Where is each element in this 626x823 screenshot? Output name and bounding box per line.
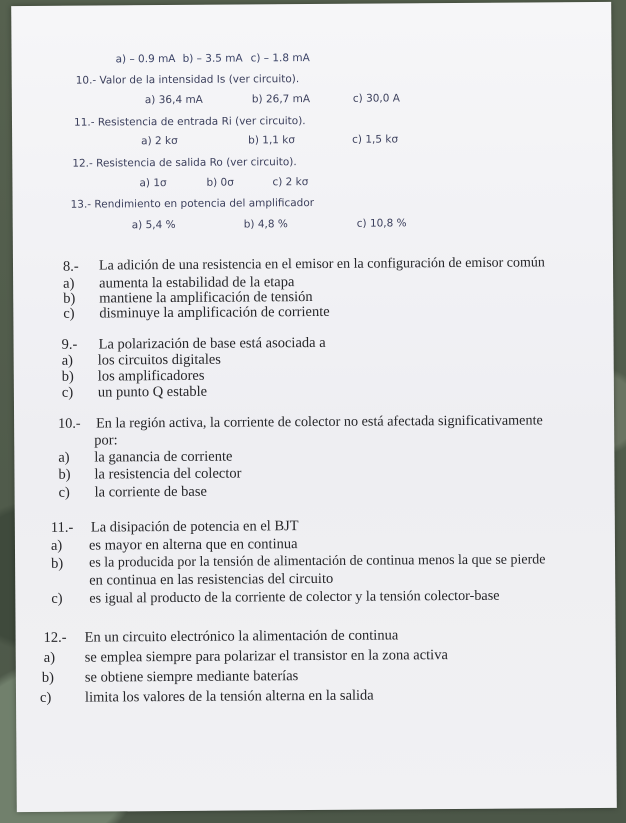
serif-q11-b-text-line2: en continua en las resistencias del circuito [89,570,334,589]
serif-q8-text: La adición de una resistencia en el emisor en la configuración de emisor común [98,255,545,274]
serif-q10-c-letter: c) [58,484,70,501]
serif-q9-b-letter: b) [61,368,74,385]
sans-q12-option-a: a) 1σ [139,177,167,190]
serif-q11-a-letter: a) [50,537,63,554]
serif-q11-number: 11.- [50,519,74,536]
serif-q8-a-text: aumenta la estabilidad de la etapa [99,274,295,292]
sans-q12-option-c: c) 2 kσ [272,176,309,189]
serif-q8-c-text: disminuye la amplificación de corriente [99,303,330,322]
serif-q8-b-text: mantiene la amplificación de tensión [99,289,313,307]
serif-q8-b-letter: b) [63,290,76,307]
sans-q13-option-b: b) 4,8 % [243,218,288,231]
sans-question-11: 11.- Resistencia de entrada Ri (ver circuito). [73,115,306,129]
serif-q8-a-letter: a) [63,275,75,292]
serif-q12-c-letter: c) [39,689,52,706]
serif-q11-b-text: es la producida por la tensión de alimentación de continua menos la que se pierde [89,552,546,571]
sans-q11-option-b: b) 1,1 kσ [248,134,296,147]
top-option-c: c) – 1.8 mA [250,52,310,65]
serif-q9-text: La polarización de base está asociada a [98,334,326,353]
serif-q9-b-text: los amplificadores [97,367,205,385]
sans-q13-option-a: a) 5,4 % [131,218,176,232]
serif-q11-c-letter: c) [51,590,63,607]
sans-q11-option-c: c) 1,5 kσ [352,133,399,146]
serif-q12-b-letter: b) [41,669,55,686]
serif-q10-text-line2: por: [94,432,118,449]
serif-q10-number: 10.- [58,415,81,432]
serif-q12-number: 12.- [43,629,67,646]
sans-question-12: 12.- Resistencia de salida Ro (ver circuito). [72,156,297,170]
sans-q12-option-b: b) 0σ [206,176,234,189]
top-option-b: b) – 3.5 mA [182,52,243,65]
serif-q9-c-text: un punto Q estable [97,383,208,401]
serif-q12-a-text: se emplea siempre para polarizar el transistor en la zona activa [84,647,448,666]
sans-q10-option-b: b) 26,7 mA [251,93,311,106]
serif-q8-c-letter: c) [63,305,75,322]
top-option-a: a) – 0.9 mA [115,52,176,66]
sans-question-13: 13.- Rendimiento en potencia del amplificador [70,196,315,211]
serif-q10-b-text: la resistencia del colector [94,465,242,483]
serif-q10-a-letter: a) [58,449,70,466]
serif-q9-number: 9.- [61,336,78,353]
serif-q11-b-letter: b) [51,555,64,572]
serif-q12-b-text: se obtiene siempre mediante baterías [84,668,299,686]
serif-q8-number: 8.- [62,258,79,275]
serif-q10-c-text: la corriente de base [94,483,207,501]
serif-q11-c-text: es igual al producto de la corriente de colector y la tensión colector-base [89,587,500,607]
sans-question-10: 10.- Valor de la intensidad Is (ver circuito). [75,73,300,87]
serif-q10-text-line1: En la región activa, la corriente de colector no está afectada significativamente [96,412,543,432]
sans-q11-option-a: a) 2 kσ [141,134,178,148]
serif-q10-a-text: la ganancia de corriente [94,448,233,466]
serif-q11-text: La disipación de potencia en el BJT [90,518,299,536]
sans-q13-option-c: c) 10,8 % [356,217,407,230]
serif-q12-c-text: limita los valores de la tensión alterna en la salida [84,687,374,706]
serif-q11-a-text: es mayor en alterna que en continua [88,536,298,554]
serif-q9-a-text: los circuitos digitales [97,351,221,369]
sans-q10-option-a: a) 36,4 mA [144,93,203,107]
serif-q10-b-letter: b) [58,466,71,483]
serif-q12-a-letter: a) [43,649,56,666]
exam-sheet [11,2,617,812]
serif-q12-text: En un circuito electrónico la alimentación de continua [84,627,399,646]
sans-q10-option-c: c) 30,0 A [352,92,400,105]
serif-q9-c-letter: c) [61,384,74,401]
serif-q9-a-letter: a) [61,352,73,369]
